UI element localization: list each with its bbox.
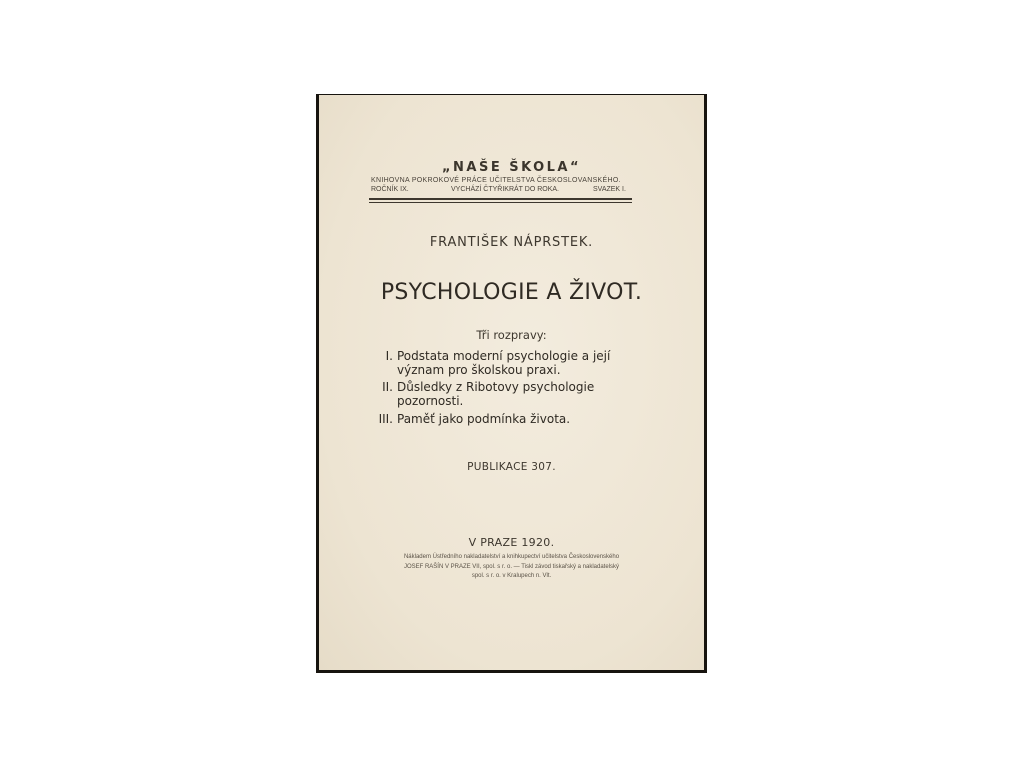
author-name: FRANTIŠEK NÁPRSTEK. [429,235,594,250]
item-text: Podstata moderní psychologie a její [397,349,611,363]
series-volume: ROČNÍK IX. [371,186,409,193]
imprint-line: Nákladem Ústředního nakladatelství a knihkupectví učitelstva Československého [403,554,620,560]
item-text-cont: pozornosti. [397,393,464,408]
imprint-line: spol. s r. o. v Kralupech n. Vlt. [471,573,552,579]
item-number: III. [378,412,393,426]
item-text: Důsledky z Ribotovy psychologie [397,380,595,394]
series-subtitle: KNIHOVNA POKROKOVÉ PRÁCE UČITELSTVA ČESKOSLOVANSKÉHO. [371,177,621,184]
series-issue: SVAZEK I. [593,186,626,193]
item-number: I. [385,349,393,363]
contents-intro: Tři rozpravy: [476,328,547,342]
series-frequency: VYCHÁZÍ ČTYŘIKRÁT DO ROKA. [451,186,559,193]
publication-number: PUBLIKACE 307. [467,461,556,473]
place-and-year: V PRAZE 1920. [468,536,555,549]
series-details [371,186,631,196]
item-text-cont: význam pro školskou praxi. [397,362,561,377]
item-number: II. [382,380,393,394]
header-rule-thin [369,202,632,203]
series-title: „NAŠE ŠKOLA“ [441,160,582,175]
book-title: PSYCHOLOGIE A ŽIVOT. [380,280,643,305]
item-text: Paměť jako podmínka života. [397,412,571,426]
imprint-line: JOSEF RAŠÍN V PRAZE VII, spol. s r. o. — Tiskl závod tiskařský a nakladatelský [403,563,620,570]
publisher-imprint [319,553,704,582]
header-rule-thick [369,198,632,200]
title-page [319,95,704,670]
